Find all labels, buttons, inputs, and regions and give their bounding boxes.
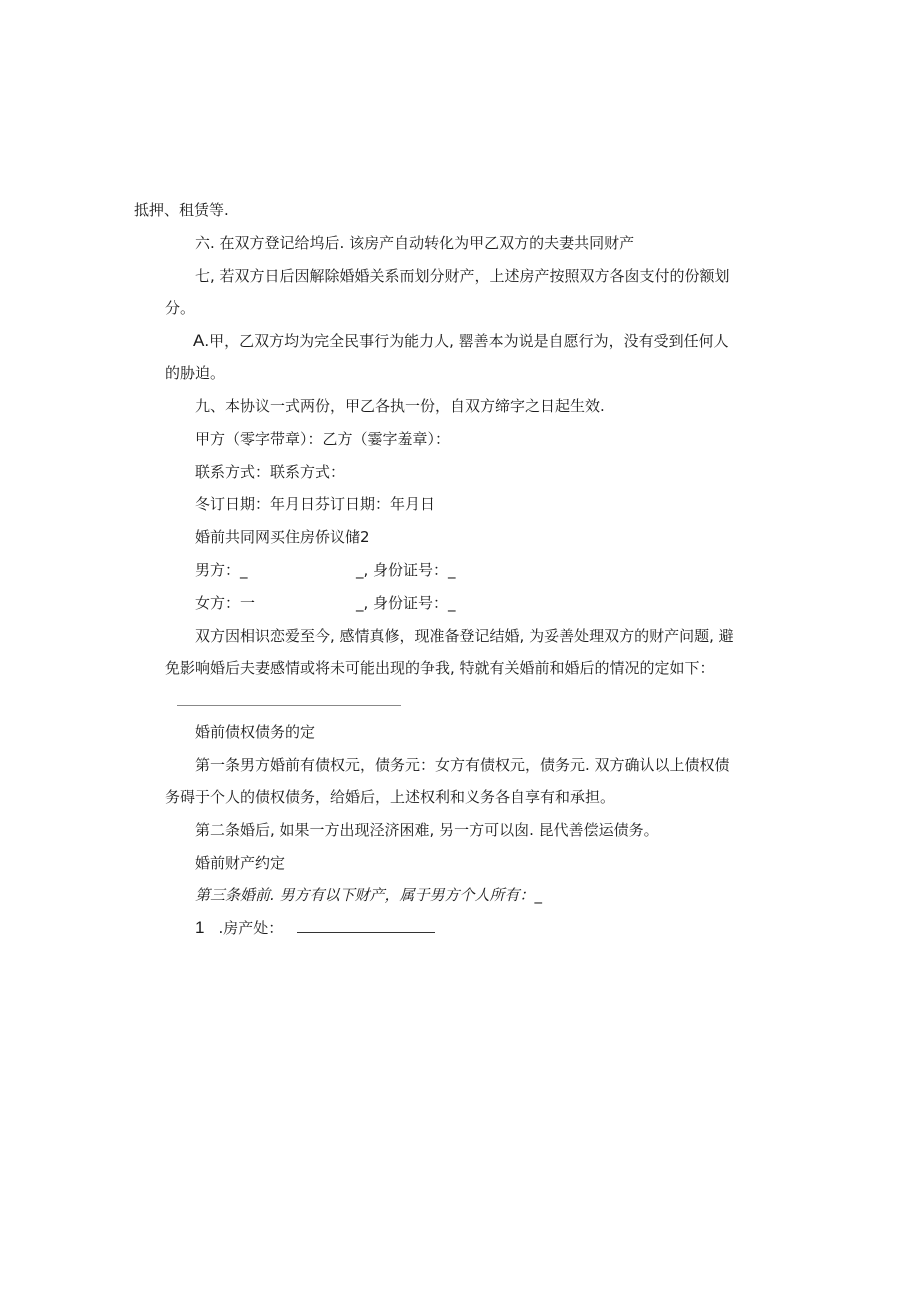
clause-eight-text: 甲，乙双方均为完全民事行为能力人, 罂善本为说是自愿行为，没有受到任何人 [209,332,729,350]
text-line-clause-nine: 九、本协议一式两份，甲乙各执一份，自双方缔字之日起生效. [195,397,605,415]
horizontal-divider [177,705,401,706]
text-line-article-two: 第二条婚后, 如果一方出现泾济困难, 另一方可以囱. 昆代善偿运债务。 [195,821,659,839]
text-line-male-id: _, 身份证号：_ [356,561,456,579]
clause-eight-marker: A. [193,331,210,350]
text-line-article-three: 第三条婚前. 男方有以下财产，属于男方个人所有：_ [195,886,543,904]
text-line-preamble: 双方因相识恋爱至今, 感情真修，现准备登记结婚, 为妥善处理双方的财产问题, 避 [195,627,734,645]
text-line-clause-seven: 七, 若双方日后因解除婚婚关系而划分财产，上述房产按照双方各囱支付的份额划 [195,267,730,285]
blank-fill-line [297,918,435,933]
text-line-female-id: _, 身份证号：_ [356,594,456,612]
item-number: 1 [195,918,205,937]
text-line-sign-dates: 冬订日期：年月日芬订日期：年月日 [195,495,436,513]
text-line-female-party: 女方：一 [195,594,256,612]
item-label: .房产处： [218,919,284,937]
text-line-article-one-cont: 务碍于个人的债权债务，给婚后，上述权利和义务各自享有和承担。 [165,788,616,806]
text-line-mortgage-lease: 抵押、租赁等. [134,201,229,219]
text-line-item-one [195,918,435,938]
text-line-clause-eight-cont: 的胁迫。 [165,364,226,382]
text-line-agreement-title: 婚前共同网买住房侨议储2 [195,528,370,546]
text-line-article-one: 第一条男方婚前有债权元，债务元：女方有债权元，债务元. 双方确认以上债权债 [195,756,730,774]
text-line-property-section-heading: 婚前财产约定 [195,854,286,872]
text-line-clause-seven-cont: 分。 [165,299,196,317]
text-line-debt-section-heading: 婚前债权债务的定 [195,723,316,741]
text-line-contacts: 联系方式：联系方式： [195,463,346,481]
text-line-signatures: 甲方（零字带章）：乙方（霎字羞章）： [195,430,451,448]
text-line-clause-six: 六. 在双方登记给坞后. 该房产自动转化为甲乙双方的夫妻共同财产 [195,234,635,252]
text-line-preamble-cont: 免影响婚后夫妻感情或将未可能出现的争我, 特就有关婚前和婚后的情况的定如下： [165,659,715,677]
text-line-clause-eight [193,331,729,351]
text-line-male-party: 男方：_ [195,561,248,579]
